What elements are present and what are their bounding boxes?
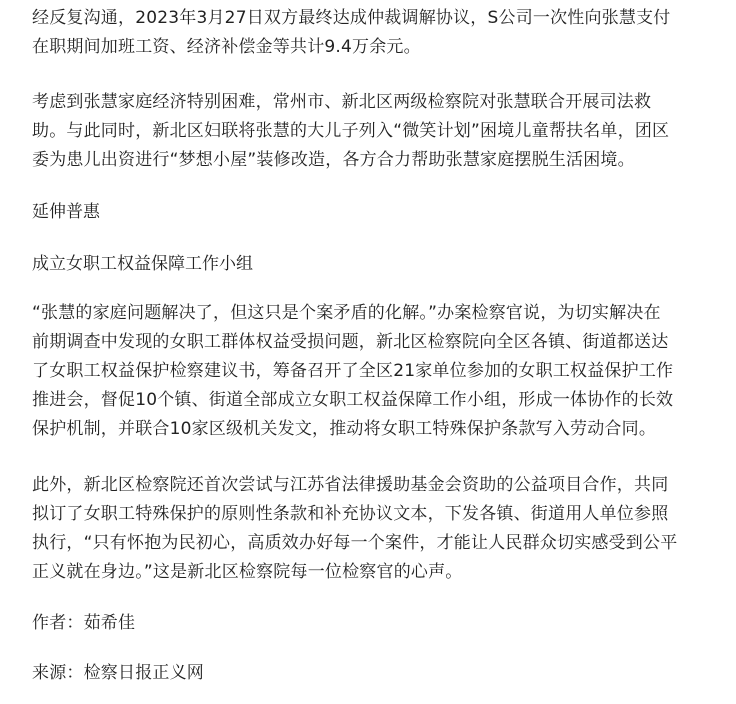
paragraph-judicial-aid: 考虑到张慧家庭经济特别困难，常州市、新北区两级检察院对张慧联合开展司法救 助。与此同时，新北区妇联将张慧的大儿子列入“微笑计划”困境儿童帮扶名单，团区 委为患儿出资进行“梦想小屋”装修改造，各方合力帮助张慧家庭摆脱生活困境。 xyxy=(32,92,670,170)
author-line: 作者：茹希佳 xyxy=(32,613,136,633)
paragraph-settlement: 经反复沟通，2023年3月27日双方最终达成仲裁调解协议，S公司一次性向张慧支付 在职期间加班工资、经济补偿金等共计9.4万余元。 xyxy=(32,8,671,57)
subsection-heading: 成立女职工权益保障工作小组 xyxy=(32,254,253,274)
section-heading: 延伸普惠 xyxy=(32,202,100,222)
paragraph-public-interest: 此外，新北区检察院还首次尝试与江苏省法律援助基金会资助的公益项目合作，共同 拟订了女职工特殊保护的原则性条款和补充协议文本，下发各镇、街道用人单位参照 执行，“只有怀抱为民初心，高质效办好每一个案件，才能让人民群众切实感受到公平 正义就在身边。”这是新北区检察院每一位检察官的心声。 xyxy=(32,475,678,582)
paragraph-prosecutor-quote: “张慧的家庭问题解决了，但这只是个案矛盾的化解。”办案检察官说，为切实解决在 前期调查中发现的女职工群体权益受损问题，新北区检察院向全区各镇、街道都送达 了女职工权益保护检察建议书，筹备召开了全区21家单位参加的女职工权益保护工作 推进会，督促10个镇、街道全部成立女职工权益保障工作小组，形成一体协作的长效 保护机制，并联合10家区级机关发文，推动将女职工特殊保护条款写入劳动合同。 xyxy=(32,303,674,439)
source-line: 来源：检察日报正义网 xyxy=(32,663,204,683)
